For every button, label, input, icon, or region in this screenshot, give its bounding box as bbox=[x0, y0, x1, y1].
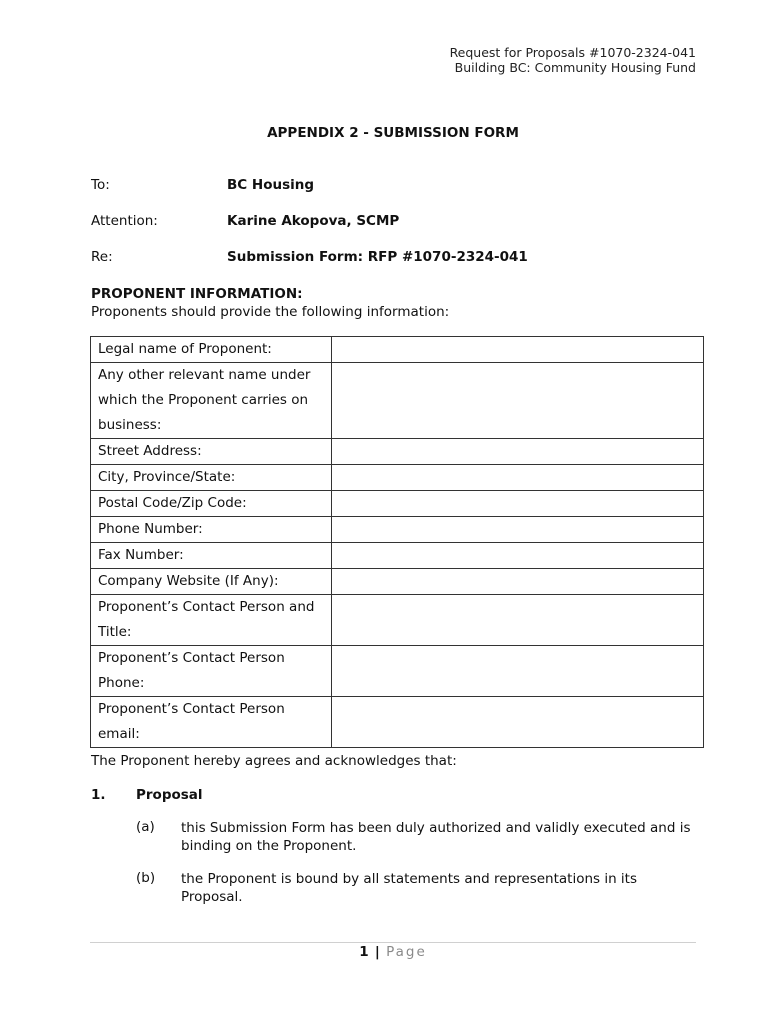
page-footer bbox=[0, 944, 770, 960]
table-row bbox=[91, 491, 704, 517]
page-label: Page bbox=[386, 944, 427, 960]
table-row bbox=[91, 337, 704, 363]
footer-separator: | bbox=[374, 944, 380, 960]
agreement-intro: The Proponent hereby agrees and acknowledges that: bbox=[91, 753, 457, 769]
clause-text: the Proponent is bound by all statements and representations in its Proposal. bbox=[181, 871, 638, 905]
street-address-field[interactable] bbox=[332, 439, 704, 465]
fax-number-field[interactable] bbox=[332, 543, 704, 569]
attention-label: Attention: bbox=[91, 213, 158, 229]
attention-value: Karine Akopova, SCMP bbox=[227, 213, 400, 229]
page-title: APPENDIX 2 - SUBMISSION FORM bbox=[267, 125, 519, 141]
contact-person-email-field[interactable] bbox=[332, 697, 704, 748]
postal-code-field[interactable] bbox=[332, 491, 704, 517]
re-line bbox=[91, 249, 528, 265]
footer-divider bbox=[90, 942, 696, 943]
table-row bbox=[91, 543, 704, 569]
table-row bbox=[91, 363, 704, 439]
table-row bbox=[91, 595, 704, 646]
header-rfp-number: Request for Proposals #1070-2324-041 bbox=[449, 45, 696, 60]
section-number: 1. bbox=[91, 787, 106, 803]
section-subtitle: Proponents should provide the following information: bbox=[91, 304, 450, 320]
contact-person-title-field[interactable] bbox=[332, 595, 704, 646]
table-row bbox=[91, 569, 704, 595]
attention-line bbox=[91, 213, 399, 229]
clause-letter: (a) bbox=[136, 819, 155, 835]
field-label: Proponent’s Contact Person Phone: bbox=[91, 646, 332, 697]
contact-person-phone-field[interactable] bbox=[332, 646, 704, 697]
clause-text: this Submission Form has been duly authorized and validly executed and is binding on the Proponent. bbox=[181, 820, 691, 854]
to-line bbox=[91, 177, 314, 193]
table-row bbox=[91, 697, 704, 748]
phone-number-field[interactable] bbox=[332, 517, 704, 543]
document-header bbox=[450, 45, 696, 75]
re-label: Re: bbox=[91, 249, 113, 265]
field-label: Proponent’s Contact Person email: bbox=[91, 697, 332, 748]
field-label: Phone Number: bbox=[91, 517, 332, 543]
table-row bbox=[91, 517, 704, 543]
field-label: City, Province/State: bbox=[91, 465, 332, 491]
field-label: Street Address: bbox=[91, 439, 332, 465]
legal-name-field[interactable] bbox=[332, 337, 704, 363]
field-label: Postal Code/Zip Code: bbox=[91, 491, 332, 517]
to-value: BC Housing bbox=[227, 177, 315, 193]
section-title: Proposal bbox=[136, 787, 203, 803]
field-label: Company Website (If Any): bbox=[91, 569, 332, 595]
field-label: Any other relevant name under which the Proponent carries on business: bbox=[91, 363, 332, 439]
re-value: Submission Form: RFP #1070-2324-041 bbox=[227, 249, 528, 265]
page-number: 1 bbox=[359, 944, 369, 960]
table-row bbox=[91, 439, 704, 465]
proponent-info-table bbox=[90, 336, 704, 748]
city-province-field[interactable] bbox=[332, 465, 704, 491]
to-label: To: bbox=[91, 177, 110, 193]
table-row bbox=[91, 465, 704, 491]
table-row bbox=[91, 646, 704, 697]
field-label: Legal name of Proponent: bbox=[91, 337, 332, 363]
field-label: Fax Number: bbox=[91, 543, 332, 569]
clause-letter: (b) bbox=[136, 870, 156, 886]
field-label: Proponent’s Contact Person and Title: bbox=[91, 595, 332, 646]
section-heading: PROPONENT INFORMATION: bbox=[91, 286, 303, 302]
header-program-name: Building BC: Community Housing Fund bbox=[454, 60, 696, 75]
company-website-field[interactable] bbox=[332, 569, 704, 595]
other-name-field[interactable] bbox=[332, 363, 704, 439]
